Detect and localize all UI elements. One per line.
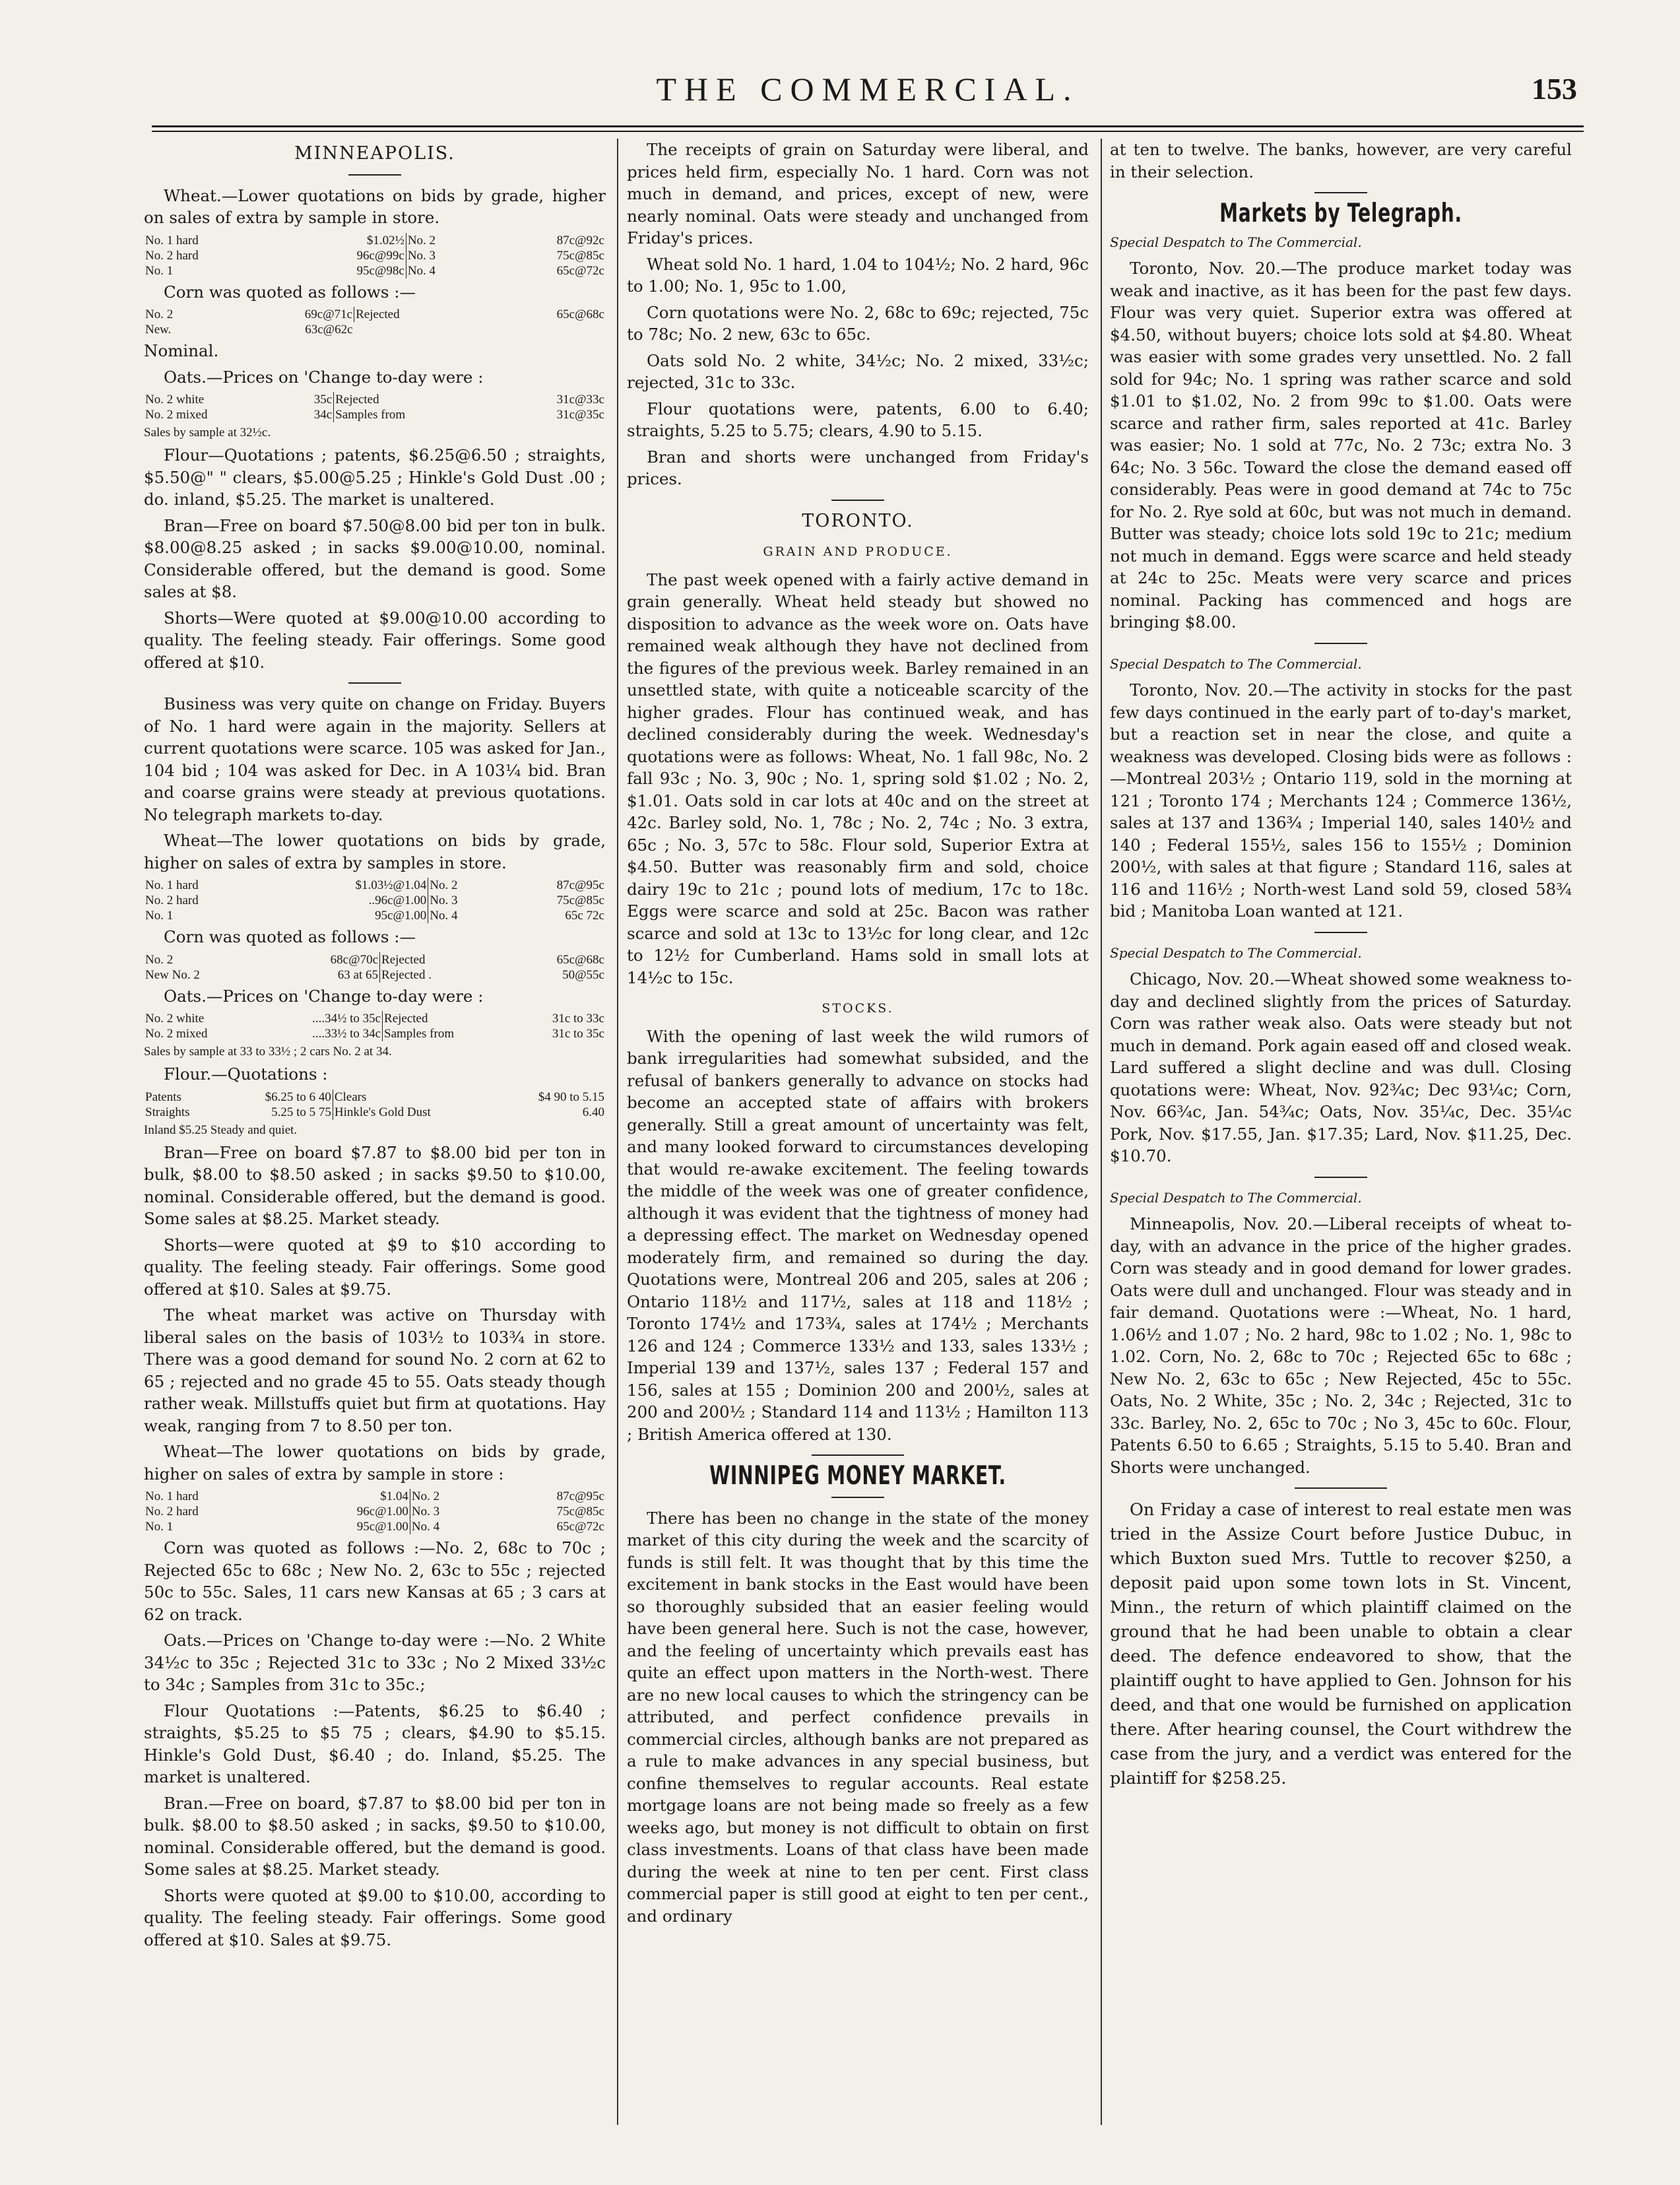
column-3 [1110,139,1572,2118]
column-1 [144,139,606,2118]
paragraph-court-case: On Friday a case of interest to real estate men was tried in the Assize Court before Justice Dubuc, in which Buxton sued Mrs. Tuttle to recover $250, a deposit paid upon some town lots in St. Vincent, Minn., the return of which plaintiff claimed on the ground that he had been unable to obtain a clear deed. The defence endeavored to show, that the plaintiff ought to have applied to Gen. Johnson for his deed, and that one would be furnished on application there. After hearing counsel, the Court withdrew the case from the jury, and a verdict was entered for the plaintiff for $258.25. [1110,1500,1572,1788]
table-cell: No. 2 hard [145,894,199,907]
table-cell: 65c@68c [556,952,604,967]
table-cell: 95c@1.00 [278,1519,410,1534]
table-row [144,263,606,278]
subsection-title-stocks: STOCKS. [822,1001,894,1016]
paragraph-stocks: With the opening of last week the wild rumors of bank irregularities had somewhat subsided, and the refusal of bankers generally to advance on stocks had become an accepted state of affairs with brokers generally. Still a great amount of uncertainty was felt, and many looked forward to circumstances developing that would re-awake excitement. The feeling towards the middle of the week was one of greater confidence, although it was evident that the tightness of money had a depressing effect. The market on Wednesday opened moderately firm, and remained so during the day. Quotations were, Montreal 206 and 205, sales at 206 ; Ontario 118½ and 117½, sales at 118 and 118½ ; Toronto 174½ and 173¾, sales at 174½ ; Merchants 126 and 124 ; Commerce 133½ and 133, sales 133½ ; Imperial 139 and 137½, sales 137 ; Federal 157 and 156, sales at 155 ; Dominion 200 and 200½, sales at 200 and 200½ ; Standard 114 and 113½ ; Hamilton 113 ; British America offered at 130. [627,1026,1089,1444]
table-cell: 31c to 33c [552,1012,604,1026]
divider [831,1497,884,1498]
divider [1314,932,1367,933]
table-cell: $4 90 to 5.15 [538,1090,604,1104]
section-title-telegraph: Markets by Telegraph. [1219,199,1462,228]
table-row [144,407,606,422]
table-row [144,908,606,923]
paragraph-continued: at ten to twelve. The banks, however, are very careful in their selection. [1110,140,1572,181]
paragraph-chicago: Chicago, Nov. 20.—Wheat showed some weakness to-day and declined slightly from the prices of Saturday. Corn was rather weak also. Oats were steady but not much in demand. Pork again eased off and closed weak. Lard suffered a slight decline and was dull. Closing quotations were: Wheat, Nov. 92¾c; Dec 93¼c; Corn, Nov. 66¾c, Jan. 54¾c; Oats, Nov. 35¼c, Dec. 35¼c Pork, Nov. $17.55, Jan. $17.35; Lard, Nov. $11.25, Dec. $10.70. [1110,969,1572,1165]
table-row [144,307,606,322]
table-cell: 87c@95c [556,878,604,892]
paragraph-grain: The past week opened with a fairly active demand in grain generally. Wheat held steady but showed no disposition to advance as the week wore on. Oats have remained weak although they have not declined from the figures of the previous week. Barley remained in an unsettled state, with quite a noticeable scarcity of the higher grades. Flour has continued weak, and has declined considerably during the week. Wednesday's quotations were as follows: Wheat, No. 1 fall 98c, No. 2 fall 93c ; No. 3, 90c ; No. 1, spring sold $1.02 ; No. 2, $1.01. Oats sold in car lots at 40c and on the street at 42c. Barley sold, No. 1, 78c ; No. 2, 74c ; No. 3 extra, 65c ; No. 3, 57c to 58c. Flour sold, Superior Extra at $4.50. Butter was reasonably firm and sold, choice dairy 19c to 21c ; pound lots of medium, 17c to 18c. Eggs were scarce and sold at 25c. Bacon was rather scarce and sold at 13c to 13½c for long clear, and 12c to 12½ for Cumberland. Hams sold in small lots at 14½c to 15c. [627,570,1089,987]
paragraph-toronto-produce: Toronto, Nov. 20.—The produce market today was weak and inactive, as it has been for the past few days. Flour was very quiet. Superior extra was offered at $4.50, without buyers; choice lots sold at $4.80. Wheat was easier with some grades very unsettled. No. 2 fall sold for 94c; No. 1 spring was rather scarce and sold $1.01 to $1.02, No. 2 from 99c to $1.00. Oats were scarce and rather firm, sales reported at 41c. Barley was easier; No. 1 sold at 77c, No. 2 73c; extra No. 3 64c; No. 3 56c. Toward the close the demand eased off considerably. Peas were in good demand at 74c to 75c for No. 2. Rye sold at 60c, but was not much in demand. Butter was steady; choice lots sold 19c to 21c; medium not much in demand. Eggs were scarce and held steady at 24c to 25c. Meats were very scarce and prices nominal. Packing has commenced and hogs are bringing $8.00. [1110,259,1572,632]
table-cell: 96c@99c [281,248,406,263]
table-cell: No. 2 white [145,1012,205,1026]
table-row [144,952,606,967]
paragraph-business: Business was very quite on change on Friday. Buyers of No. 1 hard were again in the majority. Sellers at current quotations were scarce. 105 was asked for Jan., 104 bid ; 104 was asked for Dec. in A 103¼ bid. Bran and coarse grains were steady at previous quotations. No telegraph markets to-day. [144,694,606,824]
paragraph-corn: Corn was quoted as follows :—No. 2, 68c to 70c ; Rejected 65c to 68c ; New No. 2, 63c to 55c ; rejected 50c to 55c. Sales, 11 cars new Kansas at 65 ; 3 cars at 62 on track. [144,1538,606,1624]
quote-table-corn [144,952,606,983]
table-row [144,967,606,983]
table-cell: 65c@72c [556,263,604,278]
dispatch-credit: Special Despatch to The Commercial. [1110,234,1362,250]
table-row [144,1504,606,1519]
table-cell: No. 3 [411,1505,440,1518]
table-cell: Samples from [384,1027,455,1041]
table-row [144,878,606,893]
table-row [144,893,606,908]
divider [1314,643,1367,644]
table-cell: 96c@1.00 [278,1504,410,1519]
paragraph-oats: Oats sold No. 2 white, 34½c; No. 2 mixed, 33½c; rejected, 31c to 33c. [627,350,1089,392]
table-cell: ..96c@1.00 [266,893,428,908]
table-cell: 95c@1.00 [266,908,428,923]
table-cell: No. 4 [407,263,436,278]
paragraph-corn: Corn was quoted as follows :— [164,282,416,302]
quote-table-corn [144,307,606,337]
table-cell: 75c@85c [556,894,604,907]
paragraph-wheat: Wheat—The lower quotations on bids by grade, higher on sales of extra by samples in store. [144,831,606,872]
divider [1314,192,1367,193]
paragraph-wheat: Wheat.—Lower quotations on bids by grade, higher on sales of extra by sample in store. [144,185,606,227]
table-cell: 87c@95c [556,1489,604,1503]
paragraph-toronto-stocks: Toronto, Nov. 20.—The activity in stocks for the past few days continued in the early part of to-day's market, but a reaction set in near the close, and quite a weakness was developed. Closing bids were as follows :—Montreal 203½ ; Ontario 119, sold in the morning at 121 ; Toronto 174 ; Merchants 124 ; Commerce 136½, sales at 137 and 136¾ ; Imperial 140, sales 140½ and 140 ; Federal 155½, sales 156 to 155½ ; Dominion 200½, with sales at that figure ; Standard 116, sales at 116 and 116½ ; North-west Land sold 59, closed 58¾ bid ; Manitoba Loan wanted at 121. [1110,680,1572,921]
paragraph-wheat: Wheat sold No. 1 hard, 1.04 to 104½; No. 2 hard, 96c to 1.00; No. 1, 95c to 1.00, [627,254,1089,296]
table-cell: No. 1 hard [145,233,199,247]
divider [348,174,401,176]
paragraph-shorts: Shorts were quoted at $9.00 to $10.00, according to quality. The feeling steady. Fair offerings. Some good offered at $10. Sales at $9.75. [144,1885,606,1949]
table-row [144,1026,606,1041]
dispatch-credit: Special Despatch to The Commercial. [1110,944,1362,961]
table-cell: 5.25 to 5 75 [220,1105,333,1120]
masthead-title: THE COMMERCIAL. [656,71,1080,108]
dispatch-credit: Special Despatch to The Commercial. [1110,655,1362,672]
paragraph-thursday: The wheat market was active on Thursday with liberal sales on the basis of 103½ to 103¾ in store. There was a good demand for sound No. 2 corn at 62 to 65 ; rejected and no grade 45 to 55. Oats steady though rather weak. Millstuffs quiet but firm at quotations. Hay weak, ranging from 7 to 8.50 per ton. [144,1305,606,1435]
table-cell: 68c@70c [269,952,380,967]
table-cell: 31c to 35c [552,1027,604,1041]
table-cell: Clears [334,1090,367,1104]
paragraph-receipts: The receipts of grain on Saturday were liberal, and prices held firm, especially No. 1 hard. Corn was not much in demand, and prices, except of new, were nearly nominal. Oats were steady and unchanged from Friday's prices. [627,140,1089,247]
table-cell: 6.40 [582,1105,604,1119]
divider [348,682,401,684]
table-cell: No. 2 [407,233,436,247]
paragraph-corn: Corn was quoted as follows :— [164,927,416,946]
paragraph-shorts: Shorts—were quoted at $9 to $10 according to quality. The feeling steady. Fair offerings. Some good offered at $10. Sales at $9.75. [144,1235,606,1299]
table-cell: No. 2 hard [145,1505,199,1518]
table-cell: No. 2 [145,308,174,321]
table-cell [354,322,476,337]
column-2 [627,139,1089,2118]
paragraph-bran: Bran.—Free on board, $7.87 to $8.00 bid per ton in bulk. $8.00 to $8.50 asked ; in sacks, $9.50 to $10.00, nominal. Considerable offered, but the demand is good. Some sales at $8.25. Market steady. [144,1793,606,1879]
divider [831,500,884,501]
table-row [144,233,606,248]
dispatch-credit: Special Despatch to The Commercial. [1110,1189,1362,1206]
section-title-winnipeg: WINNIPEG MONEY MARKET. [709,1461,1006,1491]
paragraph-nominal: Nominal. [144,341,219,360]
table-cell: No. 1 [145,909,174,923]
divider [812,1454,904,1456]
header-rule-thick [152,125,1584,127]
table-cell: No. 1 [145,263,174,278]
table-cell: $1.04 [278,1489,410,1504]
page-header [152,58,1584,124]
paragraph-bran: Bran—Free on board $7.50@8.00 bid per ton in bulk. $8.00@8.25 asked ; in sacks $9.00@10.00, nominal. Considerable offered, but the demand is good. Some sales at $8. [144,515,606,601]
paragraph-oats: Oats.—Prices on 'Change to-day were : [164,367,484,387]
divider [1314,1177,1367,1178]
table-cell: No. 3 [430,894,458,907]
table-cell: Straights [145,1105,190,1119]
table-cell: Samples from [335,408,406,422]
table-cell: 65c 72c [565,909,604,923]
quote-table-wheat [144,878,606,923]
section-title-toronto: TORONTO. [802,510,914,531]
table-cell: Patents [145,1090,181,1104]
table-cell: 75c@85c [556,248,604,263]
table-cell: No. 2 [430,878,458,892]
paragraph-flour: Flour Quotations :—Patents, $6.25 to $6.40 ; straights, $5.25 to $5 75 ; clears, $4.90 to $5.15. Hinkle's Gold Dust, $6.40 ; do. Inland, $5.25. The market is unaltered. [144,1701,606,1786]
table-cell: $1.02½ [281,233,406,248]
paragraph-corn: Corn quotations were No. 2, 68c to 69c; rejected, 75c to 78c; No. 2 new, 63c to 65c. [627,302,1089,344]
sales-note: Sales by sample at 33 to 33½ ; 2 cars No. 2 at 34. [144,1045,392,1059]
paragraph-wheat: Wheat—The lower quotations on bids by grade, higher on sales of extra by sample in store : [144,1442,606,1484]
table-cell: 65c@72c [556,1520,604,1534]
table-row [144,1519,606,1534]
paragraph-flour: Flour quotations were, patents, 6.00 to 6.40; straights, 5.25 to 5.75; clears, 4.90 to 5.15. [627,399,1089,440]
paragraph-bran: Bran and shorts were unchanged from Friday's prices. [627,447,1089,488]
table-row [144,248,606,263]
table-cell: No. 4 [411,1520,440,1534]
table-cell: 69c@71c [223,307,354,322]
table-cell: No. 2 [145,952,174,967]
paragraph-flour: Flour—Quotations ; patents, $6.25@6.50 ; straights, $5.50@" " clears, $5.00@5.25 ; Hinkle's Gold Dust .00 ; do. inland, $5.25. The market is unaltered. [144,445,606,509]
table-cell: 50@55c [562,967,604,982]
quote-table-wheat [144,1489,606,1534]
table-row [144,1105,606,1120]
table-cell: No. 2 white [145,393,205,407]
table-cell: 31c@35c [556,408,604,422]
table-cell: 31c@33c [556,393,604,407]
table-cell: 95c@98c [281,263,406,278]
column-divider-2 [1101,139,1102,2125]
table-cell: $1.03½@1.04 [266,878,428,893]
table-cell [475,322,606,337]
table-cell: 75c@85c [556,1505,604,1518]
header-rule-thin [152,131,1584,132]
section-title-minneapolis: MINNEAPOLIS. [294,143,455,164]
column-divider-1 [617,139,618,2125]
table-cell: Rejected [356,308,400,321]
table-cell: 65c@68c [556,308,604,321]
table-cell: 87c@92c [556,233,604,247]
table-row [144,1011,606,1026]
paragraph-shorts: Shorts—Were quoted at $9.00@10.00 according to quality. The feeling steady. Fair offerings. Some good offered at $10. [144,608,606,672]
table-cell: No. 2 hard [145,248,199,263]
table-cell: 34c [287,407,333,422]
table-cell: 35c [287,392,333,407]
table-cell: New. [145,323,172,337]
table-row [144,322,606,337]
table-cell: ....33½ to 34c [257,1026,383,1041]
table-cell: Hinkle's Gold Dust [334,1105,431,1119]
paragraph-flour: Flour.—Quotations : [164,1064,328,1084]
table-cell: Rejected [381,952,426,967]
table-cell: 63c@62c [305,323,353,337]
table-cell: No. 4 [430,909,458,923]
page-number: 153 [1532,72,1577,106]
table-cell: $6.25 to 6 40 [220,1090,333,1105]
quote-table-oats [144,392,606,422]
table-cell: 63 at 65 [269,967,380,983]
table-cell: No. 1 hard [145,1489,199,1503]
table-cell: No. 1 hard [145,878,199,892]
paragraph-minneapolis: Minneapolis, Nov. 20.—Liberal receipts of wheat to-day, with an advance in the price of the higher grades. Corn was steady and in good demand for lower grades. Oats were dull and unchanged. Flour was steady and in fair demand. Quotations were :—Wheat, No. 1 hard, 1.06½ and 1.07 ; No. 2 hard, 98c to 1.02 ; No. 1, 98c to 1.02. Corn, No. 2, 68c to 70c ; Rejected 65c to 68c ; New No. 2, 63c to 65c ; New Rejected, 45c to 55c. Oats, No. 2 White, 35c ; No. 2, 34c ; Rejected, 31c to 33c. Barley, No. 2, 65c to 70c ; No 3, 45c to 60c. Flour, Patents 6.50 to 6.65 ; Straights, 5.15 to 5.40. Bran and Shorts were unchanged. [1110,1214,1572,1477]
table-cell: No. 2 mixed [145,408,208,422]
subsection-title-grain: GRAIN AND PRODUCE. [763,544,953,559]
paragraph-bran: Bran—Free on board $7.87 to $8.00 bid per ton in bulk, $8.00 to $8.50 asked ; in sacks $9.50 to $10.00, nominal. Considerable offered, but the demand is good. Some sales at $8.25. Market steady. [144,1142,606,1228]
table-row [144,1090,606,1105]
quote-table-oats [144,1011,606,1041]
paragraph-oats: Oats.—Prices on 'Change to-day were :—No. 2 White 34½c to 35c ; Rejected 31c to 33c ; No 2 Mixed 33½c to 34c ; Samples from 31c to 35c.; [144,1631,606,1694]
table-cell: New No. 2 [145,967,200,982]
table-row [144,1489,606,1504]
sales-note: Sales by sample at 32½c. [144,426,271,440]
table-cell: Rejected . [381,967,432,982]
table-cell: No. 2 mixed [145,1027,208,1041]
paragraph-oats: Oats.—Prices on 'Change to-day were : [164,986,484,1006]
table-row [144,392,606,407]
quote-table-flour [144,1090,606,1120]
table-cell: No. 2 [411,1489,440,1503]
table-cell: Rejected [335,393,379,407]
paragraph-winnipeg: There has been no change in the state of the money market of this city during the week and the scarcity of funds is still felt. It was thought that by this time the excitement in bank stocks in the East would have been so thoroughly subsided that an easier feeling would have been general here. Such is not the case, however, and the feeling of uncertainty which prevails east has quite an effect upon matters in the North-west. There are no new local causes to which the stringency can be attributed, and perfect confidence prevails in commercial circles, although banks are not prepared as a rule to make advances in any special business, but confine themselves to regular accounts. Real estate mortgage loans are not being made so freely as a few weeks ago, but money is not difficult to obtain on first class investments. Loans of that class have been made during the week at nine to ten per cent. First class commercial paper is still good at eight to ten per cent., and ordinary [627,1508,1089,1926]
quote-table-wheat [144,233,606,278]
flour-note: Inland $5.25 Steady and quiet. [144,1123,298,1137]
ornamental-divider [1295,1487,1387,1489]
table-cell: ....34½ to 35c [257,1011,383,1026]
table-cell: No. 1 [145,1520,174,1534]
table-cell: No. 3 [407,248,436,263]
table-cell: Rejected [384,1012,428,1026]
